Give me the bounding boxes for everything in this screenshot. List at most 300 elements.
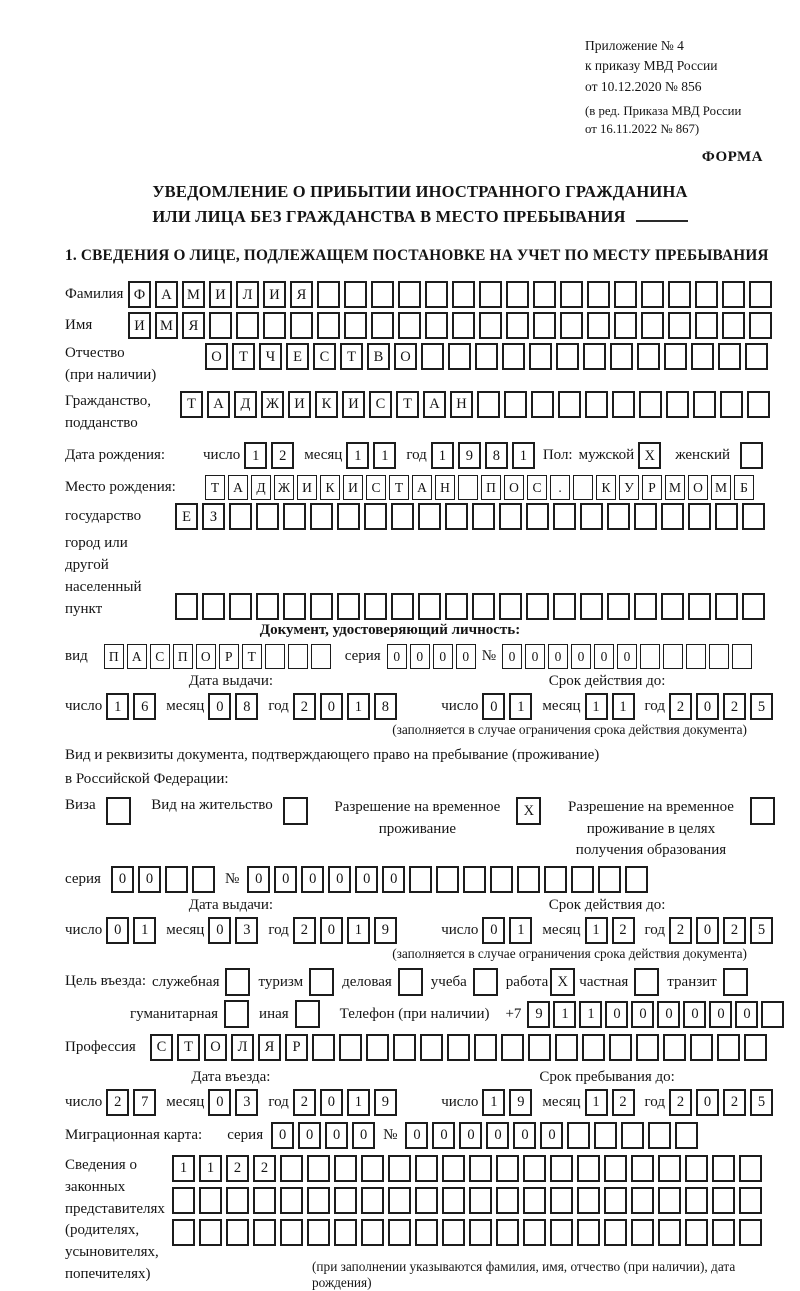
purpose-label: Цель въезда: (65, 973, 146, 990)
char-box (442, 1219, 465, 1246)
char-box (533, 281, 556, 308)
day-label: число (441, 698, 479, 715)
char-box (742, 593, 765, 620)
series-label: серия (227, 1127, 264, 1144)
char-box: 0 (525, 644, 545, 669)
char-box: И (342, 391, 365, 418)
char-box: Р (285, 1034, 308, 1061)
year-label: год (644, 1094, 665, 1111)
form-title (65, 180, 775, 230)
purpose-option (506, 968, 576, 996)
appendix-block (585, 36, 775, 139)
char-box (685, 1187, 708, 1214)
migration-number-boxes (405, 1122, 698, 1149)
char-box: 2 (293, 1089, 316, 1116)
validity-note: (заполняется в случае ограничения срока действия документа) (392, 946, 747, 962)
valid-until-heading: Срок действия до: (548, 673, 666, 690)
month-label: месяц (166, 1094, 205, 1111)
char-box (288, 644, 308, 669)
char-box: Е (175, 503, 198, 530)
char-box: З (202, 503, 225, 530)
char-box (415, 1187, 438, 1214)
char-box: 0 (456, 644, 476, 669)
char-box (425, 281, 448, 308)
char-box (577, 1155, 600, 1182)
purpose-option-label: частная (579, 973, 629, 990)
char-box (688, 593, 711, 620)
char-box (490, 866, 513, 893)
surname-label: Фамилия (65, 285, 124, 302)
char-box (474, 1034, 497, 1061)
char-box: И (297, 475, 317, 500)
char-box: Е (286, 343, 309, 370)
char-box (334, 1219, 357, 1246)
birth-place-boxes-row1 (205, 475, 754, 500)
char-box (529, 343, 552, 370)
birth-date-label: Дата рождения: (65, 446, 166, 463)
char-box: 0 (325, 1122, 348, 1149)
char-box: 0 (208, 693, 231, 720)
char-box (560, 312, 583, 339)
char-box (364, 593, 387, 620)
char-box (290, 312, 313, 339)
char-box (739, 1219, 762, 1246)
representatives-label-line: усыновителях, (65, 1244, 159, 1261)
char-box (747, 391, 770, 418)
char-box: Т (232, 343, 255, 370)
char-box: А (228, 475, 248, 500)
residence-number-boxes (247, 866, 648, 893)
char-box: 6 (133, 693, 156, 720)
char-box: И (263, 281, 286, 308)
char-box: 0 (271, 1122, 294, 1149)
char-box: 0 (138, 866, 161, 893)
appendix-line: от 10.12.2020 № 856 (585, 78, 702, 94)
char-box (550, 1219, 573, 1246)
day-label: число (203, 447, 241, 464)
day-label: число (441, 1094, 479, 1111)
char-box (448, 343, 471, 370)
char-box (686, 644, 706, 669)
char-box (740, 442, 763, 469)
form-title-line2 (65, 205, 775, 230)
char-box: 1 (509, 693, 532, 720)
char-box (556, 343, 579, 370)
char-box (165, 866, 188, 893)
char-box (715, 593, 738, 620)
char-box (506, 281, 529, 308)
char-box (553, 503, 576, 530)
residence-doc-series-row (65, 866, 775, 893)
citizenship-row (65, 391, 775, 435)
char-box (690, 1034, 713, 1061)
char-box: 2 (669, 917, 692, 944)
char-box (658, 1155, 681, 1182)
migration-card-row (65, 1122, 775, 1149)
profession-boxes (150, 1034, 767, 1061)
profession-label: Профессия (65, 1038, 136, 1055)
char-box (749, 281, 772, 308)
char-box: 0 (696, 1089, 719, 1116)
char-box (517, 866, 540, 893)
char-box (502, 343, 525, 370)
char-box: 2 (669, 693, 692, 720)
representatives-boxes (172, 1155, 775, 1291)
birth-place-row1 (65, 475, 775, 500)
stay-year (669, 1089, 773, 1116)
char-box (709, 644, 729, 669)
phone-boxes (527, 1001, 784, 1028)
char-box (718, 343, 741, 370)
char-box (253, 1219, 276, 1246)
char-box (712, 1219, 735, 1246)
temp-residence-permit-option (328, 797, 541, 862)
char-box: . (550, 475, 570, 500)
identity-valid-day (482, 693, 532, 720)
char-box (418, 593, 441, 620)
purpose-option-label: деловая (342, 973, 392, 990)
char-box: Т (242, 644, 262, 669)
char-box (280, 1155, 303, 1182)
char-box: 0 (301, 866, 324, 893)
char-box: Н (435, 475, 455, 500)
char-box (691, 343, 714, 370)
given-name-row (65, 312, 775, 339)
migration-series-boxes (271, 1122, 375, 1149)
char-box (415, 1155, 438, 1182)
char-box: 2 (723, 1089, 746, 1116)
char-box: Ф (128, 281, 151, 308)
char-box (607, 503, 630, 530)
char-box: С (150, 1034, 173, 1061)
char-box (361, 1155, 384, 1182)
year-label: год (644, 698, 665, 715)
purpose-option-checkbox (723, 968, 748, 996)
series-label: серия (65, 871, 101, 888)
residence-issue-boxes (65, 917, 397, 944)
identity-valid-boxes (441, 693, 773, 720)
char-box: X (638, 442, 661, 469)
char-box: 2 (253, 1155, 276, 1182)
char-box (496, 1155, 519, 1182)
char-box: Т (205, 475, 225, 500)
char-box (311, 644, 331, 669)
citizenship-label-line1: Гражданство, (65, 392, 152, 409)
char-box (344, 312, 367, 339)
temp-permit-line1: Разрешение на временное (334, 798, 501, 815)
char-box: 1 (133, 917, 156, 944)
char-box: 2 (226, 1155, 249, 1182)
char-box (528, 1034, 551, 1061)
residence-permit-label: Вид на жительство (151, 796, 273, 813)
char-box: Р (219, 644, 239, 669)
number-label: № (481, 648, 496, 665)
char-box: 0 (709, 1001, 732, 1028)
char-box: Ж (261, 391, 284, 418)
char-box: Я (258, 1034, 281, 1061)
char-box (558, 391, 581, 418)
char-box: 2 (106, 1089, 129, 1116)
char-box: Р (642, 475, 662, 500)
temp-residence-permit-edu-option (562, 797, 775, 862)
char-box: 0 (298, 1122, 321, 1149)
char-box (553, 593, 576, 620)
purpose-option (342, 968, 423, 996)
char-box (580, 593, 603, 620)
char-box (739, 1155, 762, 1182)
char-box: 9 (458, 442, 481, 469)
char-box (452, 312, 475, 339)
identity-issue-year (293, 693, 397, 720)
char-box: 1 (346, 442, 369, 469)
char-box: 3 (235, 1089, 258, 1116)
char-box: 0 (605, 1001, 628, 1028)
char-box (283, 593, 306, 620)
char-box: С (150, 644, 170, 669)
char-box (310, 503, 333, 530)
char-box: Б (734, 475, 754, 500)
char-box (501, 1034, 524, 1061)
char-box: 0 (106, 917, 129, 944)
char-box (685, 1155, 708, 1182)
temp-residence-permit-edu-checkbox (750, 797, 775, 825)
char-box (641, 281, 664, 308)
char-box (307, 1155, 330, 1182)
char-box (283, 797, 308, 825)
temp-residence-permit-edu-label (562, 797, 740, 862)
char-box (745, 343, 768, 370)
char-box: 0 (320, 917, 343, 944)
char-box: 0 (631, 1001, 654, 1028)
char-box: 0 (482, 917, 505, 944)
given-name-label: Имя (65, 316, 93, 333)
char-box (175, 593, 198, 620)
char-box: С (366, 475, 386, 500)
representatives-label-line: представителях (65, 1200, 165, 1217)
purpose-option-label: гуманитарная (130, 1005, 219, 1022)
representatives-note: (при заполнении указываются фамилия, имя, отчество (при наличии), дата рождения) (312, 1259, 736, 1291)
residence-issue-day (106, 917, 156, 944)
char-box (334, 1187, 357, 1214)
char-box (263, 312, 286, 339)
char-box (583, 343, 606, 370)
temp-residence-permit-checkbox (516, 797, 541, 825)
char-box: 0 (617, 644, 637, 669)
char-box: П (173, 644, 193, 669)
char-box: 1 (347, 693, 370, 720)
char-box (361, 1187, 384, 1214)
char-box: Н (450, 391, 473, 418)
char-box (685, 1219, 708, 1246)
birth-place-row2 (65, 503, 775, 530)
char-box: 1 (612, 693, 635, 720)
char-box: 0 (683, 1001, 706, 1028)
char-box (634, 968, 659, 996)
char-box: О (205, 343, 228, 370)
char-box: А (127, 644, 147, 669)
char-box (523, 1155, 546, 1182)
char-box (587, 281, 610, 308)
doc-kind-boxes (104, 644, 331, 669)
birth-place-label: Место рождения: (65, 478, 176, 495)
doc-number-boxes (502, 644, 752, 669)
char-box: 0 (208, 917, 231, 944)
char-box (533, 312, 556, 339)
char-box: 0 (355, 866, 378, 893)
temp-permit-edu-line1: Разрешение на временное (567, 798, 734, 815)
char-box: 0 (486, 1122, 509, 1149)
char-box (526, 503, 549, 530)
identity-valid-year (669, 693, 773, 720)
char-box (445, 593, 468, 620)
char-box: М (182, 281, 205, 308)
char-box: Ж (274, 475, 294, 500)
day-label: число (65, 922, 103, 939)
citizenship-label-line2: подданство (65, 414, 138, 431)
residence-permit-option (151, 797, 307, 862)
patronymic-label-line2: (при наличии) (65, 367, 157, 384)
char-box: М (155, 312, 178, 339)
phone-label: Телефон (при наличии) (339, 1005, 490, 1022)
birth-year-boxes (431, 442, 535, 469)
char-box (666, 391, 689, 418)
char-box (226, 1187, 249, 1214)
char-box: 2 (723, 917, 746, 944)
char-box (614, 281, 637, 308)
char-box (415, 1219, 438, 1246)
char-box (339, 1034, 362, 1061)
char-box: 1 (585, 693, 608, 720)
char-box (280, 1219, 303, 1246)
char-box: 0 (459, 1122, 482, 1149)
char-box (661, 503, 684, 530)
char-box (739, 1187, 762, 1214)
temp-permit-edu-line2: проживание в целях (586, 820, 716, 837)
char-box (523, 1187, 546, 1214)
char-box (371, 281, 394, 308)
char-box: 0 (432, 1122, 455, 1149)
representatives-row (65, 1155, 775, 1291)
purpose-option (130, 1000, 249, 1028)
char-box (229, 593, 252, 620)
char-box (421, 343, 444, 370)
purpose-option (667, 968, 747, 996)
day-label: число (65, 698, 103, 715)
char-box: 0 (328, 866, 351, 893)
char-box (172, 1187, 195, 1214)
title-blank-line (636, 207, 688, 222)
char-box (664, 343, 687, 370)
representatives-label-line: Сведения о (65, 1157, 137, 1174)
year-label: год (268, 922, 289, 939)
patronymic-boxes (205, 343, 768, 370)
char-box: А (207, 391, 230, 418)
char-box (224, 1000, 249, 1028)
purpose-option-checkbox (309, 968, 334, 996)
char-box: 2 (271, 442, 294, 469)
char-box (631, 1219, 654, 1246)
purpose-option-label: служебная (151, 973, 220, 990)
char-box (634, 503, 657, 530)
char-box: 1 (347, 1089, 370, 1116)
char-box (366, 1034, 389, 1061)
residence-permit-checkbox (283, 797, 308, 825)
char-box: П (104, 644, 124, 669)
char-box (742, 503, 765, 530)
purpose-option-checkbox (295, 1000, 320, 1028)
month-label: месяц (304, 447, 343, 464)
char-box (695, 312, 718, 339)
char-box (648, 1122, 671, 1149)
revision-line: от 16.11.2022 № 867) (585, 122, 700, 137)
year-label: год (268, 698, 289, 715)
char-box (587, 312, 610, 339)
char-box (280, 1187, 303, 1214)
residence-valid-col (441, 897, 773, 944)
char-box (496, 1187, 519, 1214)
char-box (344, 281, 367, 308)
char-box: 1 (579, 1001, 602, 1028)
identity-valid-month (585, 693, 635, 720)
sex-female-label: женский (675, 447, 731, 464)
char-box (229, 503, 252, 530)
residence-doc-dates (65, 897, 775, 944)
purpose-option (152, 968, 251, 996)
char-box: 0 (208, 1089, 231, 1116)
char-box (463, 866, 486, 893)
char-box: М (665, 475, 685, 500)
char-box: 0 (111, 866, 134, 893)
validity-note: (заполняется в случае ограничения срока действия документа) (392, 722, 747, 738)
patronymic-row (65, 343, 775, 387)
char-box (636, 1034, 659, 1061)
char-box (749, 312, 772, 339)
char-box (364, 503, 387, 530)
representatives-label-line: (родителях, (65, 1222, 140, 1239)
char-box (693, 391, 716, 418)
char-box (388, 1187, 411, 1214)
char-box (526, 593, 549, 620)
char-box: С (313, 343, 336, 370)
char-box (560, 281, 583, 308)
char-box (469, 1187, 492, 1214)
char-box: 2 (612, 1089, 635, 1116)
doc-kind-label: вид (65, 647, 88, 664)
char-box (621, 1122, 644, 1149)
char-box: И (128, 312, 151, 339)
purpose-option (431, 968, 498, 996)
char-box (658, 1187, 681, 1214)
char-box (555, 1034, 578, 1061)
char-box: 9 (374, 1089, 397, 1116)
char-box (398, 968, 423, 996)
char-box: 0 (657, 1001, 680, 1028)
char-box (393, 1034, 416, 1061)
appendix-line: к приказу МВД России (585, 58, 718, 74)
char-box (499, 503, 522, 530)
sex-label: Пол: (542, 447, 573, 464)
char-box (594, 1122, 617, 1149)
char-box (106, 797, 131, 825)
char-box: 5 (750, 693, 773, 720)
char-box: Т (180, 391, 203, 418)
char-box: 5 (750, 917, 773, 944)
char-box: Л (236, 281, 259, 308)
char-box: 2 (293, 693, 316, 720)
char-box (715, 503, 738, 530)
char-box (550, 1187, 573, 1214)
char-box (612, 391, 635, 418)
